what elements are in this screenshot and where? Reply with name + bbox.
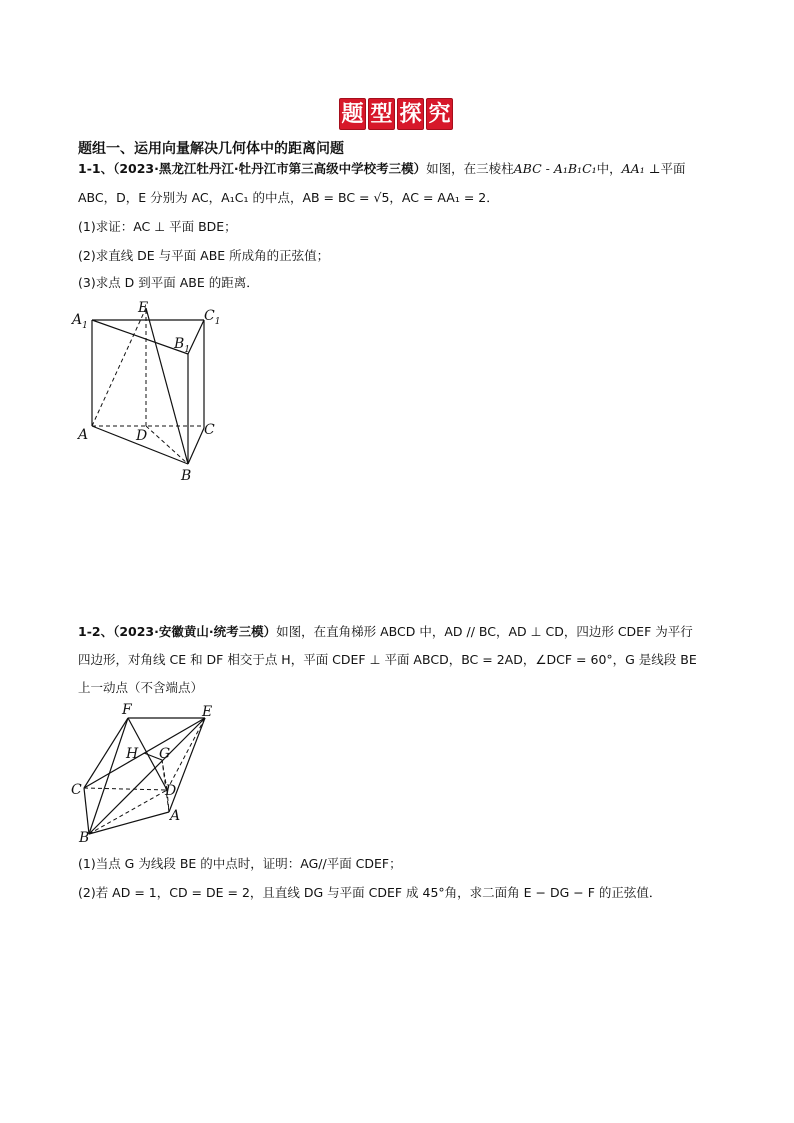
label-g: G — [159, 746, 171, 762]
label-d: D — [165, 783, 177, 799]
q1-source: （2023·黑龙江牡丹江·牡丹江市第三高级中学校考三模） — [113, 161, 427, 176]
q1-part3: (3)求点 D 到平面 ABE 的距离． — [78, 275, 259, 290]
banner-char: 型 — [368, 98, 395, 130]
q1-line1 — [78, 160, 685, 178]
label-a: A — [78, 427, 89, 443]
edge-c-b — [84, 788, 89, 834]
edge-c-d — [84, 788, 167, 790]
q2-line2: 四边形，对角线 CE 和 DF 相交于点 H，平面 CDEF ⊥ 平面 ABCD，BC = 2AD，∠DCF = 60°，G 是线段 BE — [78, 652, 697, 667]
label-f: F — [122, 702, 132, 718]
prism-figure — [70, 296, 230, 488]
q1-math: AA₁ ⊥ — [621, 161, 661, 176]
section-banner — [339, 98, 455, 132]
q1-part2: (2)求直线 DE 与平面 ABE 所成角的正弦值； — [78, 248, 330, 263]
label-b: B — [181, 468, 192, 484]
q2-line3: 上一动点（不含端点） — [78, 680, 204, 695]
trapezoid-solid-figure — [68, 700, 228, 846]
q2-part2: (2)若 AD = 1，CD = DE = 2，且直线 DG 与平面 CDEF 成 45°角，求二面角 E − DG − F 的正弦值． — [78, 885, 662, 900]
q1-part1: (1)求证：AC ⊥ 平面 BDE； — [78, 219, 237, 234]
q1-text: 平面 — [660, 161, 686, 176]
section-title: 题组一、运用向量解决几何体中的距离问题 — [78, 141, 344, 157]
banner-char: 题 — [339, 98, 366, 130]
banner-char: 探 — [397, 98, 424, 130]
edge-b-c — [188, 428, 204, 464]
label-c: C — [71, 782, 82, 798]
q1-text: 中， — [596, 161, 622, 176]
edge-c-f — [84, 718, 128, 788]
label-a: A — [170, 808, 181, 824]
q2-part1: (1)当点 G 为线段 BE 的中点时，证明：AG//平面 CDEF； — [78, 856, 402, 871]
edge-b1-c1 — [188, 320, 204, 354]
label-c: C — [204, 422, 215, 438]
label-b: B — [79, 830, 90, 846]
q2-source: （2023·安徽黄山·统考三模） — [113, 624, 277, 639]
edge-b-e — [89, 718, 205, 834]
label-d: D — [136, 428, 148, 444]
edge-d-b — [146, 426, 188, 464]
q1-text: 如图，在三棱柱 — [426, 161, 514, 176]
banner-char: 究 — [426, 98, 453, 130]
q2-line1 — [78, 623, 693, 641]
q2-text: 如图，在直角梯形 ABCD 中，AD // BC，AD ⊥ CD，四边形 CDEF 为平行 — [276, 624, 693, 639]
q1-line2: ABC，D，E 分别为 AC，A₁C₁ 的中点，AB = BC = √5，AC = AA₁ = 2． — [78, 190, 499, 205]
label-h: H — [126, 746, 139, 762]
q1-math: ABC - A₁B₁C₁ — [513, 161, 597, 176]
q1-number: 1-1、 — [78, 161, 114, 176]
label-c1: $C_1$ — [204, 308, 221, 327]
edge-e-b — [146, 308, 191, 464]
edge-b-f — [89, 718, 128, 834]
edge-a-e — [92, 308, 146, 426]
label-e: E — [138, 300, 149, 316]
label-e: E — [202, 704, 213, 720]
edge-b-a — [89, 812, 169, 834]
label-a1: $A_1$ — [72, 312, 88, 331]
label-b1: $B_1$ — [174, 336, 191, 355]
q2-number: 1-2、 — [78, 624, 114, 639]
edge-b-d — [89, 790, 167, 834]
